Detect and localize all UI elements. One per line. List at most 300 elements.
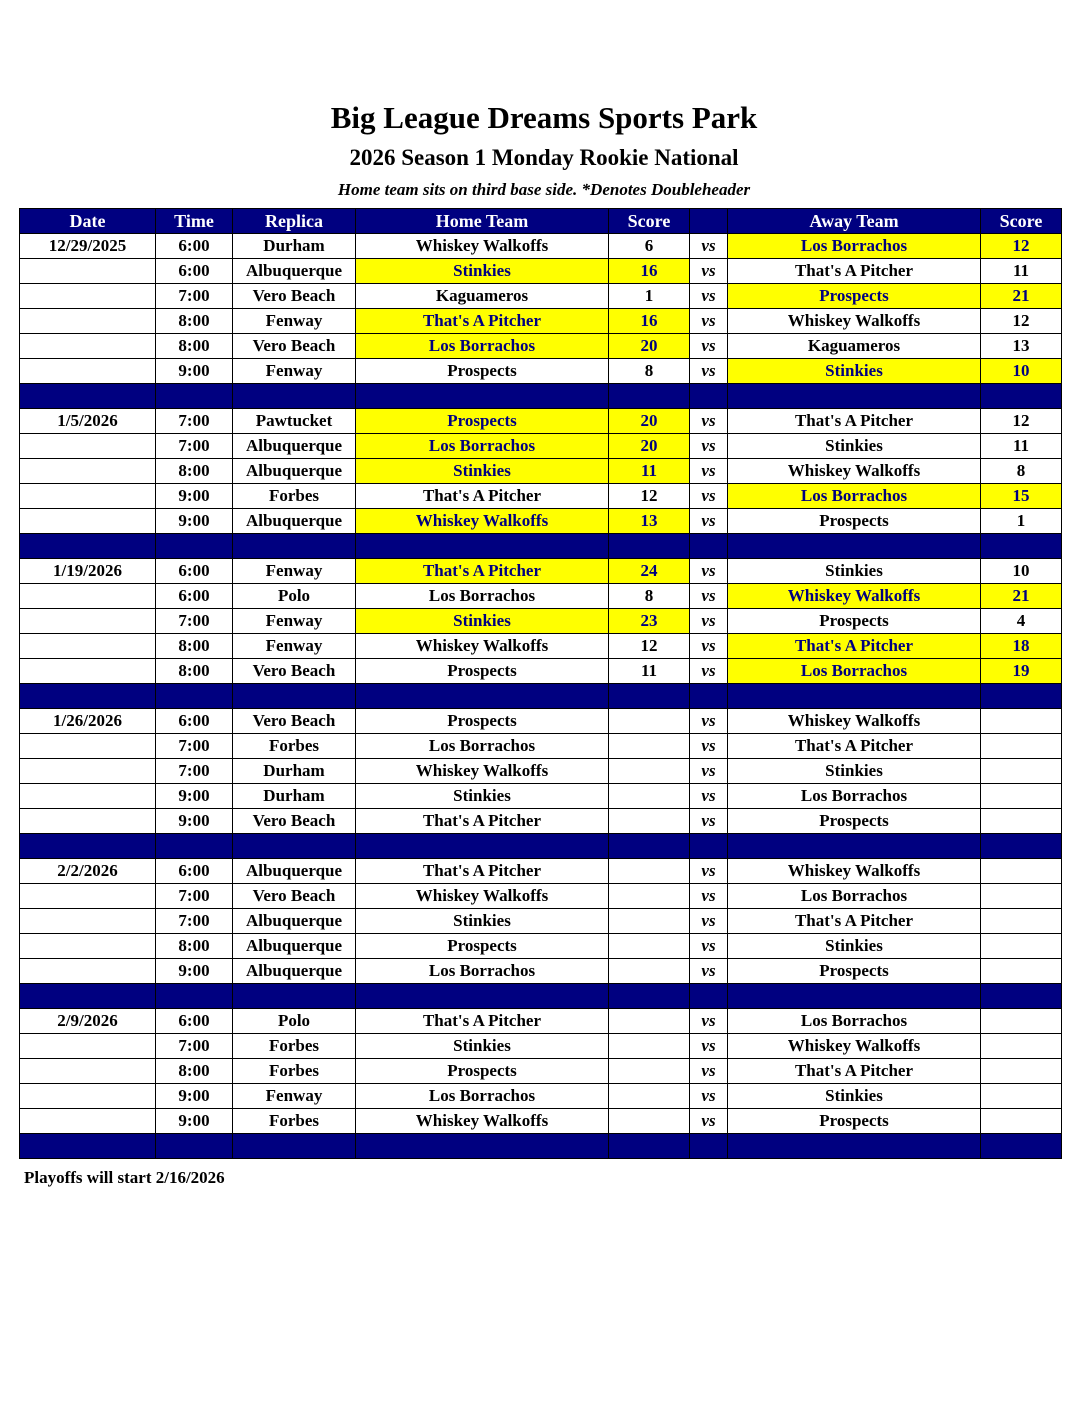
separator-cell <box>156 1134 233 1159</box>
vs-label: vs <box>690 884 728 909</box>
home-team: Whiskey Walkoffs <box>356 234 609 259</box>
game-date <box>20 1084 156 1109</box>
separator-cell <box>356 984 609 1009</box>
table-row <box>20 609 1062 634</box>
table-row <box>20 634 1062 659</box>
home-score <box>609 959 690 984</box>
vs-label: vs <box>690 759 728 784</box>
table-row <box>20 709 1062 734</box>
separator-cell <box>609 1134 690 1159</box>
home-score: 16 <box>609 259 690 284</box>
away-team: Stinkies <box>728 434 981 459</box>
separator-cell <box>356 684 609 709</box>
home-score: 16 <box>609 309 690 334</box>
away-score: 21 <box>981 584 1062 609</box>
away-team: Prospects <box>728 284 981 309</box>
away-team: Stinkies <box>728 559 981 584</box>
home-score <box>609 809 690 834</box>
away-score: 11 <box>981 259 1062 284</box>
game-time: 6:00 <box>156 559 233 584</box>
away-team: Whiskey Walkoffs <box>728 859 981 884</box>
vs-label: vs <box>690 309 728 334</box>
home-team: Los Borrachos <box>356 334 609 359</box>
game-date <box>20 284 156 309</box>
game-date <box>20 659 156 684</box>
game-time: 6:00 <box>156 259 233 284</box>
separator-cell <box>356 1134 609 1159</box>
header-home-score: Score <box>609 209 690 234</box>
vs-label: vs <box>690 734 728 759</box>
game-date <box>20 334 156 359</box>
separator-cell <box>356 384 609 409</box>
game-replica: Albuquerque <box>233 509 356 534</box>
game-time: 9:00 <box>156 784 233 809</box>
home-score: 6 <box>609 234 690 259</box>
game-time: 7:00 <box>156 909 233 934</box>
home-team: Whiskey Walkoffs <box>356 884 609 909</box>
away-team: Whiskey Walkoffs <box>728 309 981 334</box>
vs-label: vs <box>690 634 728 659</box>
game-date <box>20 809 156 834</box>
home-team: Prospects <box>356 709 609 734</box>
week-separator <box>20 684 1062 709</box>
away-team: Prospects <box>728 609 981 634</box>
home-score: 1 <box>609 284 690 309</box>
home-score: 11 <box>609 459 690 484</box>
separator-cell <box>981 834 1062 859</box>
away-score: 21 <box>981 284 1062 309</box>
away-team: That's A Pitcher <box>728 259 981 284</box>
vs-label: vs <box>690 559 728 584</box>
page-subtitle: 2026 Season 1 Monday Rookie National <box>349 145 739 170</box>
away-score: 10 <box>981 359 1062 384</box>
separator-cell <box>728 384 981 409</box>
game-date <box>20 309 156 334</box>
home-score: 11 <box>609 659 690 684</box>
header-vs <box>690 209 728 234</box>
vs-label: vs <box>690 1084 728 1109</box>
game-time: 9:00 <box>156 509 233 534</box>
home-score: 20 <box>609 334 690 359</box>
separator-cell <box>609 684 690 709</box>
home-team: That's A Pitcher <box>356 309 609 334</box>
game-replica: Forbes <box>233 734 356 759</box>
game-time: 7:00 <box>156 609 233 634</box>
away-score <box>981 909 1062 934</box>
away-score <box>981 959 1062 984</box>
table-row <box>20 809 1062 834</box>
game-replica: Vero Beach <box>233 284 356 309</box>
table-row <box>20 584 1062 609</box>
separator-cell <box>609 834 690 859</box>
game-time: 8:00 <box>156 334 233 359</box>
separator-cell <box>609 384 690 409</box>
separator-cell <box>690 1134 728 1159</box>
playoffs-note: Playoffs will start 2/16/2026 <box>24 1168 225 1187</box>
game-replica: Vero Beach <box>233 334 356 359</box>
game-time: 6:00 <box>156 859 233 884</box>
separator-cell <box>609 984 690 1009</box>
game-date: 1/19/2026 <box>20 559 156 584</box>
table-row <box>20 284 1062 309</box>
away-team: Prospects <box>728 809 981 834</box>
away-team: Los Borrachos <box>728 884 981 909</box>
game-replica: Pawtucket <box>233 409 356 434</box>
game-time: 8:00 <box>156 1059 233 1084</box>
vs-label: vs <box>690 809 728 834</box>
away-team: Prospects <box>728 1109 981 1134</box>
home-score <box>609 1034 690 1059</box>
game-replica: Albuquerque <box>233 959 356 984</box>
vs-label: vs <box>690 859 728 884</box>
game-date <box>20 784 156 809</box>
vs-label: vs <box>690 609 728 634</box>
schedule-table <box>19 208 1062 1159</box>
separator-cell <box>690 984 728 1009</box>
game-replica: Fenway <box>233 634 356 659</box>
vs-label: vs <box>690 509 728 534</box>
game-time: 7:00 <box>156 884 233 909</box>
vs-label: vs <box>690 934 728 959</box>
home-score: 13 <box>609 509 690 534</box>
game-time: 6:00 <box>156 709 233 734</box>
away-score: 19 <box>981 659 1062 684</box>
game-time: 8:00 <box>156 309 233 334</box>
home-team: Los Borrachos <box>356 734 609 759</box>
game-replica: Durham <box>233 759 356 784</box>
home-team: Prospects <box>356 359 609 384</box>
home-score: 24 <box>609 559 690 584</box>
away-team: Los Borrachos <box>728 484 981 509</box>
home-score <box>609 909 690 934</box>
table-row <box>20 459 1062 484</box>
header-time: Time <box>156 209 233 234</box>
game-date <box>20 634 156 659</box>
game-replica: Vero Beach <box>233 659 356 684</box>
game-replica: Albuquerque <box>233 259 356 284</box>
game-replica: Polo <box>233 584 356 609</box>
separator-cell <box>156 684 233 709</box>
schedule-note: Home team sits on third base side. *Denotes Doubleheader <box>337 180 751 199</box>
separator-cell <box>728 834 981 859</box>
game-date <box>20 759 156 784</box>
away-team: That's A Pitcher <box>728 909 981 934</box>
away-score <box>981 784 1062 809</box>
away-team: Stinkies <box>728 1084 981 1109</box>
week-separator <box>20 834 1062 859</box>
home-team: Prospects <box>356 934 609 959</box>
table-row <box>20 1009 1062 1034</box>
game-date: 1/5/2026 <box>20 409 156 434</box>
home-score <box>609 1009 690 1034</box>
vs-label: vs <box>690 334 728 359</box>
away-score: 1 <box>981 509 1062 534</box>
game-time: 7:00 <box>156 759 233 784</box>
away-team: Prospects <box>728 509 981 534</box>
table-row <box>20 909 1062 934</box>
game-replica: Forbes <box>233 1059 356 1084</box>
home-score: 20 <box>609 434 690 459</box>
vs-label: vs <box>690 284 728 309</box>
game-time: 9:00 <box>156 809 233 834</box>
home-score <box>609 859 690 884</box>
vs-label: vs <box>690 659 728 684</box>
away-team: Stinkies <box>728 934 981 959</box>
table-row <box>20 359 1062 384</box>
game-date: 1/26/2026 <box>20 709 156 734</box>
game-time: 9:00 <box>156 359 233 384</box>
away-team: Los Borrachos <box>728 234 981 259</box>
home-team: That's A Pitcher <box>356 484 609 509</box>
home-team: Los Borrachos <box>356 434 609 459</box>
game-date <box>20 1034 156 1059</box>
game-time: 8:00 <box>156 459 233 484</box>
separator-cell <box>728 1134 981 1159</box>
separator-cell <box>156 834 233 859</box>
game-replica: Durham <box>233 234 356 259</box>
game-replica: Polo <box>233 1009 356 1034</box>
table-row <box>20 1084 1062 1109</box>
home-team: Los Borrachos <box>356 959 609 984</box>
separator-cell <box>233 534 356 559</box>
separator-cell <box>156 384 233 409</box>
home-score: 8 <box>609 359 690 384</box>
away-score: 12 <box>981 234 1062 259</box>
away-team: Whiskey Walkoffs <box>728 1034 981 1059</box>
away-score: 11 <box>981 434 1062 459</box>
game-date <box>20 1059 156 1084</box>
home-team: Los Borrachos <box>356 584 609 609</box>
week-separator <box>20 534 1062 559</box>
table-row <box>20 309 1062 334</box>
away-score: 12 <box>981 409 1062 434</box>
game-replica: Albuquerque <box>233 459 356 484</box>
separator-cell <box>690 684 728 709</box>
separator-cell <box>981 534 1062 559</box>
table-row <box>20 884 1062 909</box>
game-time: 8:00 <box>156 634 233 659</box>
home-score <box>609 784 690 809</box>
separator-cell <box>20 834 156 859</box>
game-replica: Vero Beach <box>233 809 356 834</box>
away-score: 4 <box>981 609 1062 634</box>
game-date <box>20 609 156 634</box>
table-row <box>20 409 1062 434</box>
away-team: Los Borrachos <box>728 784 981 809</box>
game-time: 7:00 <box>156 734 233 759</box>
game-replica: Fenway <box>233 359 356 384</box>
game-replica: Forbes <box>233 484 356 509</box>
away-team: Stinkies <box>728 759 981 784</box>
game-time: 7:00 <box>156 434 233 459</box>
away-score: 10 <box>981 559 1062 584</box>
home-team: Stinkies <box>356 609 609 634</box>
vs-label: vs <box>690 709 728 734</box>
separator-cell <box>20 384 156 409</box>
table-row <box>20 859 1062 884</box>
away-score <box>981 759 1062 784</box>
away-score: 8 <box>981 459 1062 484</box>
home-team: Stinkies <box>356 909 609 934</box>
away-score <box>981 1009 1062 1034</box>
away-team: Whiskey Walkoffs <box>728 459 981 484</box>
separator-cell <box>981 984 1062 1009</box>
home-team: Stinkies <box>356 784 609 809</box>
vs-label: vs <box>690 909 728 934</box>
game-time: 6:00 <box>156 234 233 259</box>
header-home-team: Home Team <box>356 209 609 234</box>
game-replica: Albuquerque <box>233 934 356 959</box>
game-time: 7:00 <box>156 409 233 434</box>
table-row <box>20 559 1062 584</box>
schedule-header <box>20 209 1062 234</box>
table-row <box>20 484 1062 509</box>
home-team: Prospects <box>356 659 609 684</box>
game-date: 2/9/2026 <box>20 1009 156 1034</box>
header-replica: Replica <box>233 209 356 234</box>
away-team: Kaguameros <box>728 334 981 359</box>
away-score: 18 <box>981 634 1062 659</box>
game-date <box>20 359 156 384</box>
separator-cell <box>20 1134 156 1159</box>
away-score <box>981 934 1062 959</box>
game-date: 12/29/2025 <box>20 234 156 259</box>
game-time: 7:00 <box>156 284 233 309</box>
home-team: Stinkies <box>356 1034 609 1059</box>
away-score: 15 <box>981 484 1062 509</box>
away-score <box>981 884 1062 909</box>
week-separator <box>20 984 1062 1009</box>
game-replica: Vero Beach <box>233 884 356 909</box>
away-score <box>981 734 1062 759</box>
separator-cell <box>981 384 1062 409</box>
separator-cell <box>356 834 609 859</box>
game-date <box>20 884 156 909</box>
separator-cell <box>20 684 156 709</box>
vs-label: vs <box>690 584 728 609</box>
away-team: That's A Pitcher <box>728 634 981 659</box>
separator-cell <box>728 534 981 559</box>
home-score <box>609 709 690 734</box>
away-team: Los Borrachos <box>728 1009 981 1034</box>
separator-cell <box>233 1134 356 1159</box>
separator-cell <box>20 534 156 559</box>
table-row <box>20 1109 1062 1134</box>
week-separator <box>20 1134 1062 1159</box>
separator-cell <box>356 534 609 559</box>
game-replica: Albuquerque <box>233 434 356 459</box>
separator-cell <box>728 984 981 1009</box>
game-time: 8:00 <box>156 659 233 684</box>
vs-label: vs <box>690 1109 728 1134</box>
away-score <box>981 1034 1062 1059</box>
game-time: 7:00 <box>156 1034 233 1059</box>
vs-label: vs <box>690 359 728 384</box>
home-score <box>609 759 690 784</box>
separator-cell <box>981 684 1062 709</box>
away-score: 13 <box>981 334 1062 359</box>
away-team: That's A Pitcher <box>728 734 981 759</box>
away-team: That's A Pitcher <box>728 1059 981 1084</box>
home-team: Los Borrachos <box>356 1084 609 1109</box>
game-replica: Durham <box>233 784 356 809</box>
game-time: 9:00 <box>156 1084 233 1109</box>
week-separator <box>20 384 1062 409</box>
home-score <box>609 1109 690 1134</box>
table-row <box>20 434 1062 459</box>
game-date <box>20 459 156 484</box>
separator-cell <box>156 984 233 1009</box>
game-replica: Fenway <box>233 309 356 334</box>
game-date <box>20 934 156 959</box>
home-team: Prospects <box>356 1059 609 1084</box>
separator-cell <box>690 834 728 859</box>
game-replica: Forbes <box>233 1109 356 1134</box>
away-team: Stinkies <box>728 359 981 384</box>
home-score <box>609 1084 690 1109</box>
home-score: 23 <box>609 609 690 634</box>
game-replica: Albuquerque <box>233 909 356 934</box>
home-score: 12 <box>609 484 690 509</box>
table-row <box>20 1059 1062 1084</box>
game-replica: Albuquerque <box>233 859 356 884</box>
home-team: Whiskey Walkoffs <box>356 1109 609 1134</box>
home-team: Stinkies <box>356 459 609 484</box>
away-score <box>981 1059 1062 1084</box>
game-time: 9:00 <box>156 959 233 984</box>
vs-label: vs <box>690 959 728 984</box>
game-replica: Forbes <box>233 1034 356 1059</box>
home-score <box>609 934 690 959</box>
game-replica: Fenway <box>233 559 356 584</box>
game-date <box>20 509 156 534</box>
game-date <box>20 484 156 509</box>
away-score: 12 <box>981 309 1062 334</box>
table-row <box>20 259 1062 284</box>
vs-label: vs <box>690 434 728 459</box>
game-date <box>20 1109 156 1134</box>
away-score <box>981 1109 1062 1134</box>
table-row <box>20 959 1062 984</box>
separator-cell <box>233 834 356 859</box>
home-score <box>609 884 690 909</box>
table-row <box>20 509 1062 534</box>
home-team: Prospects <box>356 409 609 434</box>
home-score: 12 <box>609 634 690 659</box>
home-team: Whiskey Walkoffs <box>356 509 609 534</box>
table-row <box>20 334 1062 359</box>
game-replica: Vero Beach <box>233 709 356 734</box>
game-time: 9:00 <box>156 1109 233 1134</box>
vs-label: vs <box>690 409 728 434</box>
game-replica: Fenway <box>233 609 356 634</box>
home-score <box>609 734 690 759</box>
game-date <box>20 434 156 459</box>
separator-cell <box>156 534 233 559</box>
header-row <box>20 209 1062 234</box>
game-date <box>20 909 156 934</box>
home-score: 8 <box>609 584 690 609</box>
table-row <box>20 934 1062 959</box>
game-time: 8:00 <box>156 934 233 959</box>
away-team: Whiskey Walkoffs <box>728 709 981 734</box>
separator-cell <box>728 684 981 709</box>
away-score <box>981 809 1062 834</box>
page-title: Big League Dreams Sports Park <box>330 100 758 135</box>
vs-label: vs <box>690 1059 728 1084</box>
home-team: Whiskey Walkoffs <box>356 759 609 784</box>
vs-label: vs <box>690 784 728 809</box>
